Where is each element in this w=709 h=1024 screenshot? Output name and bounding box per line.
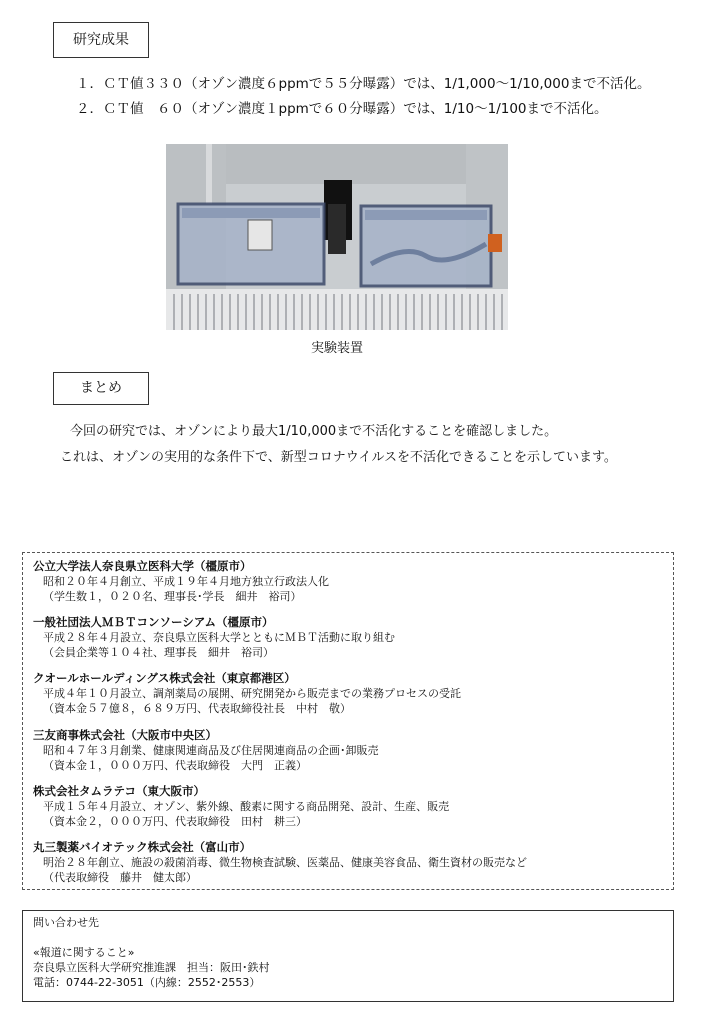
org-detail: 明治２８年創立、施設の殺菌消毒、微生物検査試験、医薬品、健康美容食品、衛生資材の販売など — [43, 856, 527, 869]
summary-line-2: これは、オゾンの実用的な条件下で、新型コロナウイルスを不活化できることを示しています。 — [60, 450, 617, 465]
contact-department: 奈良県立医科大学研究推進課 担当：阪田･鉄村 — [33, 961, 270, 974]
contact-title: 問い合わせ先 — [33, 916, 99, 929]
contact-box — [22, 910, 674, 1002]
summary-line-1: 今回の研究では、オゾンにより最大1/10,000まで不活化することを確認しました。 — [70, 424, 558, 439]
org-detail: （資本金２，０００万円、代表取締役 田村 耕三） — [43, 815, 307, 828]
contact-phone: 電話：0744-22-3051（内線：2552･2553） — [33, 976, 261, 989]
org-name: 株式会社タムラテコ（東大阪市） — [33, 784, 206, 798]
org-detail: （会員企業等１０４社、理事長 細井 裕司） — [43, 646, 274, 659]
org-detail: （資本金１，０００万円、代表取締役 大門 正義） — [43, 759, 307, 772]
experiment-apparatus-photo — [166, 144, 508, 330]
org-detail: 平成１５年４月設立、オゾン、紫外線、酸素に関する商品開発、設計、生産、販売 — [43, 800, 450, 813]
apparatus-illustration — [166, 144, 508, 330]
org-name: 公立大学法人奈良県立医科大学（橿原市） — [33, 559, 252, 573]
org-detail: 平成４年１０月設立、調剤薬局の展開、研究開発から販売までの業務プロセスの受託 — [43, 687, 461, 700]
org-name: 三友商事株式会社（大阪市中央区） — [33, 728, 217, 742]
results-heading: 研究成果 — [53, 22, 149, 58]
org-sanyu-shoji — [33, 728, 663, 773]
org-detail: 平成２８年４月設立、奈良県立医科大学とともにＭＢＴ活動に取り組む — [43, 631, 395, 644]
org-detail: 昭和４７年３月創業、健康関連商品及び住居関連商品の企画･卸販売 — [43, 744, 379, 757]
organizations-box — [22, 552, 674, 890]
org-nara-medical-university — [33, 559, 663, 604]
org-marusan-biotech — [33, 840, 663, 885]
org-tamura-teco — [33, 784, 663, 829]
result-item-1: １．ＣＴ値３３０（オゾン濃度６ppmで５５分曝露）では、1/1,000～1/10,000まで不活化。 — [76, 76, 651, 92]
org-mbt-consortium — [33, 615, 663, 660]
org-name: クオールホールディングス株式会社（東京都港区） — [33, 671, 296, 685]
org-name: 一般社団法人ＭＢＴコンソーシアム（橿原市） — [33, 615, 274, 629]
contact-subtitle: «報道に関すること» — [33, 946, 135, 959]
summary-heading: まとめ — [53, 372, 149, 405]
org-detail: （資本金５７億８，６８９万円、代表取締役社長 中村 敬） — [43, 702, 351, 715]
org-name: 丸三製薬バイオテック株式会社（富山市） — [33, 840, 252, 854]
photo-caption: 実験装置 — [310, 341, 363, 356]
org-detail: （学生数１，０２０名、理事長･学長 細井 裕司） — [43, 590, 302, 603]
result-item-2: ２．ＣＴ値 ６０（オゾン濃度１ppmで６０分曝露）では、1/10～1/100まで不活化。 — [76, 101, 608, 117]
org-qol-holdings — [33, 671, 663, 716]
org-detail: 昭和２０年４月創立、平成１９年４月地方独立行政法人化 — [43, 575, 329, 588]
org-detail: （代表取締役 藤井 健太郎） — [43, 871, 197, 884]
